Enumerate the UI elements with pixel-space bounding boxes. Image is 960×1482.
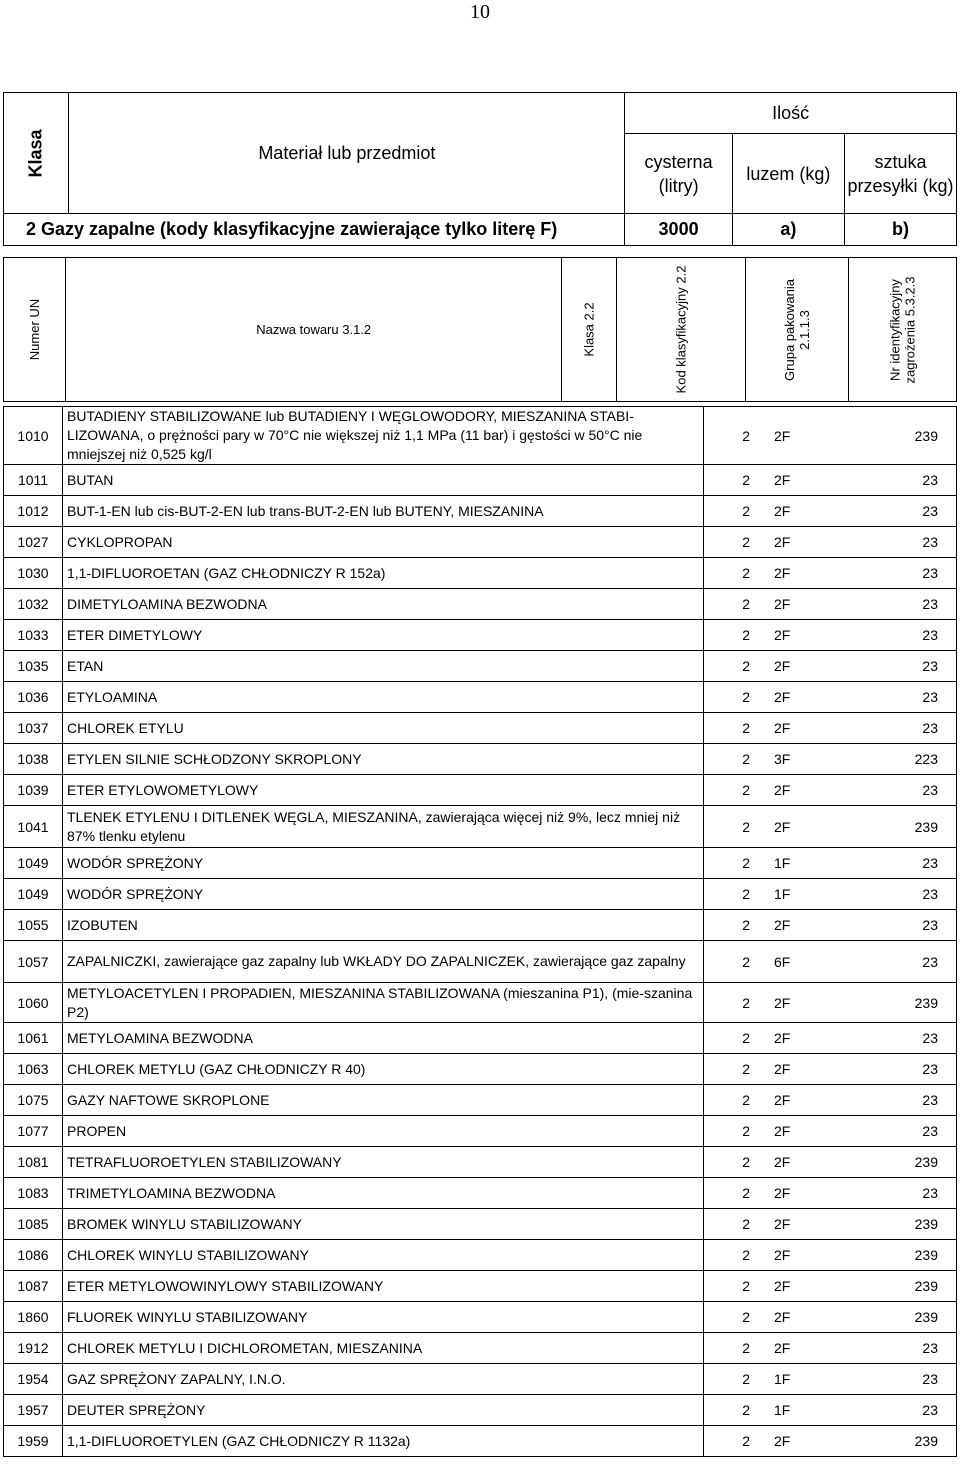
name-cell: TETRAFLUOROETYLEN STABILIZOWANY bbox=[63, 1147, 704, 1178]
class-cell: 2 bbox=[704, 682, 765, 713]
un-cell: 1011 bbox=[4, 465, 63, 496]
un-cell: 1030 bbox=[4, 558, 63, 589]
subheader-klasa bbox=[562, 258, 617, 402]
class-cell: 2 bbox=[704, 744, 765, 775]
table-row bbox=[4, 744, 957, 775]
name-cell: CHLOREK ETYLU bbox=[63, 713, 704, 744]
code-cell: 2F bbox=[764, 1426, 834, 1457]
name-cell: CHLOREK METYLU (GAZ CHŁODNICZY R 40) bbox=[63, 1054, 704, 1085]
table-row bbox=[4, 1271, 957, 1302]
un-cell: 1860 bbox=[4, 1302, 63, 1333]
table-row bbox=[4, 1426, 957, 1457]
class-cell: 2 bbox=[704, 1023, 765, 1054]
table-row bbox=[4, 910, 957, 941]
subheader-nr-line1: Nr identyfikacyjny bbox=[887, 278, 903, 381]
class-cell: 2 bbox=[704, 620, 765, 651]
kemler-cell: 23 bbox=[834, 1023, 957, 1054]
kemler-cell: 239 bbox=[834, 1209, 957, 1240]
un-cell: 1959 bbox=[4, 1426, 63, 1457]
table-row bbox=[4, 558, 957, 589]
table-row bbox=[4, 713, 957, 744]
header-ilosc: Ilość bbox=[625, 93, 957, 134]
code-cell: 2F bbox=[764, 713, 834, 744]
un-cell: 1057 bbox=[4, 941, 63, 983]
class-cell: 2 bbox=[704, 1240, 765, 1271]
kemler-cell: 239 bbox=[834, 1302, 957, 1333]
un-cell: 1957 bbox=[4, 1395, 63, 1426]
table-row bbox=[4, 1147, 957, 1178]
kemler-cell: 23 bbox=[834, 1054, 957, 1085]
un-cell: 1049 bbox=[4, 848, 63, 879]
name-cell: WODÓR SPRĘŻONY bbox=[63, 848, 704, 879]
name-cell: BUTAN bbox=[63, 465, 704, 496]
un-cell: 1027 bbox=[4, 527, 63, 558]
kemler-cell: 23 bbox=[834, 1178, 957, 1209]
un-cell: 1077 bbox=[4, 1116, 63, 1147]
class-cell: 2 bbox=[704, 1085, 765, 1116]
class-cell: 2 bbox=[704, 558, 765, 589]
code-cell: 2F bbox=[764, 682, 834, 713]
subheader-name: Nazwa towaru 3.1.2 bbox=[66, 258, 562, 402]
table-row bbox=[4, 879, 957, 910]
subheader-kod-label: Kod klasyfikacyjny 2.2 bbox=[673, 265, 689, 394]
table-row bbox=[4, 983, 957, 1023]
name-cell: ETER METYLOWOWINYLOWY STABILIZOWANY bbox=[63, 1271, 704, 1302]
code-cell: 2F bbox=[764, 527, 834, 558]
class-cell: 2 bbox=[704, 1147, 765, 1178]
header-sztuka: sztuka przesyłki (kg) bbox=[844, 134, 956, 214]
category-label: 2 Gazy zapalne (kody klasyfikacyjne zawierające tylko literę F) bbox=[4, 214, 625, 246]
table-row bbox=[4, 1240, 957, 1271]
kemler-cell: 23 bbox=[834, 1116, 957, 1147]
kemler-cell: 23 bbox=[834, 775, 957, 806]
un-cell: 1061 bbox=[4, 1023, 63, 1054]
kemler-cell: 239 bbox=[834, 407, 957, 465]
code-cell: 2F bbox=[764, 496, 834, 527]
table-row bbox=[4, 806, 957, 848]
un-cell: 1954 bbox=[4, 1364, 63, 1395]
un-cell: 1063 bbox=[4, 1054, 63, 1085]
un-cell: 1035 bbox=[4, 651, 63, 682]
code-cell: 2F bbox=[764, 1085, 834, 1116]
un-cell: 1036 bbox=[4, 682, 63, 713]
subheader-grupa-line2: 2.1.1.3 bbox=[797, 309, 813, 350]
name-cell: TRIMETYLOAMINA BEZWODNA bbox=[63, 1178, 704, 1209]
class-cell: 2 bbox=[704, 651, 765, 682]
class-cell: 2 bbox=[704, 1178, 765, 1209]
kemler-cell: 23 bbox=[834, 496, 957, 527]
kemler-cell: 239 bbox=[834, 1240, 957, 1271]
kemler-cell: 23 bbox=[834, 589, 957, 620]
code-cell: 1F bbox=[764, 848, 834, 879]
un-cell: 1010 bbox=[4, 407, 63, 465]
code-cell: 6F bbox=[764, 941, 834, 983]
name-cell: ETAN bbox=[63, 651, 704, 682]
name-cell: 1,1-DIFLUOROETYLEN (GAZ CHŁODNICZY R 1132a) bbox=[63, 1426, 704, 1457]
name-cell: CHLOREK WINYLU STABILIZOWANY bbox=[63, 1240, 704, 1271]
code-cell: 2F bbox=[764, 1023, 834, 1054]
kemler-cell: 239 bbox=[834, 983, 957, 1023]
table-row bbox=[4, 589, 957, 620]
category-sztuka: b) bbox=[844, 214, 956, 246]
un-cell: 1055 bbox=[4, 910, 63, 941]
code-cell: 2F bbox=[764, 558, 834, 589]
code-cell: 2F bbox=[764, 407, 834, 465]
class-cell: 2 bbox=[704, 1426, 765, 1457]
table-row bbox=[4, 407, 957, 465]
name-cell: CYKLOPROPAN bbox=[63, 527, 704, 558]
class-cell: 2 bbox=[704, 527, 765, 558]
table-row bbox=[4, 1364, 957, 1395]
subheader-un-label: Numer UN bbox=[27, 298, 43, 361]
table-row bbox=[4, 1302, 957, 1333]
un-cell: 1086 bbox=[4, 1240, 63, 1271]
kemler-cell: 23 bbox=[834, 848, 957, 879]
code-cell: 2F bbox=[764, 1302, 834, 1333]
code-cell: 2F bbox=[764, 775, 834, 806]
kemler-cell: 23 bbox=[834, 1085, 957, 1116]
class-cell: 2 bbox=[704, 1364, 765, 1395]
kemler-cell: 23 bbox=[834, 620, 957, 651]
code-cell: 3F bbox=[764, 744, 834, 775]
name-cell: DIMETYLOAMINA BEZWODNA bbox=[63, 589, 704, 620]
name-cell: ZAPALNICZKI, zawierające gaz zapalny lub WKŁADY DO ZAPALNICZEK, zawierające gaz zapalny bbox=[63, 941, 704, 983]
class-cell: 2 bbox=[704, 465, 765, 496]
name-cell: GAZ SPRĘŻONY ZAPALNY, I.N.O. bbox=[63, 1364, 704, 1395]
code-cell: 2F bbox=[764, 806, 834, 848]
table-row bbox=[4, 1333, 957, 1364]
name-cell: CHLOREK METYLU I DICHLOROMETAN, MIESZANINA bbox=[63, 1333, 704, 1364]
kemler-cell: 239 bbox=[834, 1147, 957, 1178]
subheader-grupa-line1: Grupa pakowania bbox=[782, 278, 798, 381]
kemler-cell: 239 bbox=[834, 1271, 957, 1302]
header-klasa-label: Klasa bbox=[25, 128, 46, 178]
un-cell: 1060 bbox=[4, 983, 63, 1023]
class-cell: 2 bbox=[704, 1333, 765, 1364]
name-cell: PROPEN bbox=[63, 1116, 704, 1147]
class-cell: 2 bbox=[704, 806, 765, 848]
un-cell: 1041 bbox=[4, 806, 63, 848]
class-cell: 2 bbox=[704, 589, 765, 620]
kemler-cell: 239 bbox=[834, 1426, 957, 1457]
table-row bbox=[4, 1395, 957, 1426]
table-row bbox=[4, 620, 957, 651]
kemler-cell: 23 bbox=[834, 1333, 957, 1364]
header-klasa bbox=[4, 93, 69, 214]
kemler-cell: 23 bbox=[834, 651, 957, 682]
un-cell: 1037 bbox=[4, 713, 63, 744]
table-row bbox=[4, 1023, 957, 1054]
name-cell: ETER ETYLOWOMETYLOWY bbox=[63, 775, 704, 806]
table-row bbox=[4, 496, 957, 527]
name-cell: METYLOACETYLEN I PROPADIEN, MIESZANINA STABILIZOWANA (mieszanina P1), (mie-szanina P2) bbox=[63, 983, 704, 1023]
code-cell: 1F bbox=[764, 879, 834, 910]
table-row bbox=[4, 1085, 957, 1116]
name-cell: TLENEK ETYLENU I DITLENEK WĘGLA, MIESZANINA, zawierająca więcej niż 9%, lecz mniej niż 87% tlenku etylenu bbox=[63, 806, 704, 848]
code-cell: 2F bbox=[764, 1271, 834, 1302]
subheader-un bbox=[4, 258, 66, 402]
code-cell: 2F bbox=[764, 620, 834, 651]
header-table bbox=[3, 92, 957, 246]
substance-table bbox=[3, 406, 957, 1457]
name-cell: ETYLOAMINA bbox=[63, 682, 704, 713]
kemler-cell: 223 bbox=[834, 744, 957, 775]
kemler-cell: 23 bbox=[834, 527, 957, 558]
subheader-nr-line2: zagrożenia 5.3.2.3 bbox=[902, 276, 918, 383]
kemler-cell: 239 bbox=[834, 806, 957, 848]
code-cell: 2F bbox=[764, 1178, 834, 1209]
kemler-cell: 23 bbox=[834, 682, 957, 713]
code-cell: 2F bbox=[764, 1333, 834, 1364]
un-cell: 1081 bbox=[4, 1147, 63, 1178]
un-cell: 1085 bbox=[4, 1209, 63, 1240]
name-cell: DEUTER SPRĘŻONY bbox=[63, 1395, 704, 1426]
code-cell: 2F bbox=[764, 589, 834, 620]
page-number: 10 bbox=[470, 1, 490, 23]
code-cell: 1F bbox=[764, 1395, 834, 1426]
class-cell: 2 bbox=[704, 496, 765, 527]
table-row bbox=[4, 848, 957, 879]
name-cell: FLUOREK WINYLU STABILIZOWANY bbox=[63, 1302, 704, 1333]
kemler-cell: 23 bbox=[834, 713, 957, 744]
class-cell: 2 bbox=[704, 941, 765, 983]
kemler-cell: 23 bbox=[834, 910, 957, 941]
table-row bbox=[4, 651, 957, 682]
code-cell: 1F bbox=[764, 1364, 834, 1395]
header-luzem: luzem (kg) bbox=[732, 134, 844, 214]
kemler-cell: 23 bbox=[834, 1364, 957, 1395]
un-cell: 1032 bbox=[4, 589, 63, 620]
name-cell: ETYLEN SILNIE SCHŁODZONY SKROPLONY bbox=[63, 744, 704, 775]
un-cell: 1039 bbox=[4, 775, 63, 806]
table-row bbox=[4, 1054, 957, 1085]
name-cell: BROMEK WINYLU STABILIZOWANY bbox=[63, 1209, 704, 1240]
class-cell: 2 bbox=[704, 879, 765, 910]
subheader-klasa-label: Klasa 2.2 bbox=[581, 302, 597, 357]
table-row bbox=[4, 775, 957, 806]
table-row bbox=[4, 1178, 957, 1209]
class-cell: 2 bbox=[704, 1271, 765, 1302]
header-cysterna: cysterna (litry) bbox=[625, 134, 733, 214]
name-cell: BUT-1-EN lub cis-BUT-2-EN lub trans-BUT-2-EN lub BUTENY, MIESZANINA bbox=[63, 496, 704, 527]
name-cell: BUTADIENY STABILIZOWANE lub BUTADIENY I WĘGLOWODORY, MIESZANINA STABI-LIZOWANA, o prężności pary w 70°C nie większej niż 1,1 MPa (11 bar) i gęstości w 50°C nie mniejszej niż 0,525 kg/l bbox=[63, 407, 704, 465]
class-cell: 2 bbox=[704, 1116, 765, 1147]
header-material: Materiał lub przedmiot bbox=[69, 93, 625, 214]
code-cell: 2F bbox=[764, 1116, 834, 1147]
code-cell: 2F bbox=[764, 1054, 834, 1085]
name-cell: ETER DIMETYLOWY bbox=[63, 620, 704, 651]
name-cell: GAZY NAFTOWE SKROPLONE bbox=[63, 1085, 704, 1116]
class-cell: 2 bbox=[704, 848, 765, 879]
kemler-cell: 23 bbox=[834, 941, 957, 983]
subheader-table bbox=[3, 257, 957, 402]
class-cell: 2 bbox=[704, 983, 765, 1023]
un-cell: 1049 bbox=[4, 879, 63, 910]
name-cell: WODÓR SPRĘŻONY bbox=[63, 879, 704, 910]
un-cell: 1038 bbox=[4, 744, 63, 775]
kemler-cell: 23 bbox=[834, 558, 957, 589]
category-cysterna: 3000 bbox=[625, 214, 733, 246]
code-cell: 2F bbox=[764, 465, 834, 496]
un-cell: 1912 bbox=[4, 1333, 63, 1364]
table-row bbox=[4, 682, 957, 713]
name-cell: METYLOAMINA BEZWODNA bbox=[63, 1023, 704, 1054]
class-cell: 2 bbox=[704, 1395, 765, 1426]
table-row bbox=[4, 941, 957, 983]
table-row bbox=[4, 1116, 957, 1147]
class-cell: 2 bbox=[704, 713, 765, 744]
class-cell: 2 bbox=[704, 1302, 765, 1333]
subheader-kod bbox=[617, 258, 746, 402]
class-cell: 2 bbox=[704, 1209, 765, 1240]
code-cell: 2F bbox=[764, 1209, 834, 1240]
un-cell: 1012 bbox=[4, 496, 63, 527]
code-cell: 2F bbox=[764, 910, 834, 941]
kemler-cell: 23 bbox=[834, 1395, 957, 1426]
table-row bbox=[4, 465, 957, 496]
subheader-grupa bbox=[746, 258, 849, 402]
code-cell: 2F bbox=[764, 983, 834, 1023]
name-cell: 1,1-DIFLUOROETAN (GAZ CHŁODNICZY R 152a) bbox=[63, 558, 704, 589]
name-cell: IZOBUTEN bbox=[63, 910, 704, 941]
kemler-cell: 23 bbox=[834, 465, 957, 496]
code-cell: 2F bbox=[764, 651, 834, 682]
un-cell: 1075 bbox=[4, 1085, 63, 1116]
class-cell: 2 bbox=[704, 1054, 765, 1085]
code-cell: 2F bbox=[764, 1147, 834, 1178]
table-row bbox=[4, 527, 957, 558]
class-cell: 2 bbox=[704, 407, 765, 465]
code-cell: 2F bbox=[764, 1240, 834, 1271]
class-cell: 2 bbox=[704, 775, 765, 806]
un-cell: 1083 bbox=[4, 1178, 63, 1209]
un-cell: 1033 bbox=[4, 620, 63, 651]
un-cell: 1087 bbox=[4, 1271, 63, 1302]
subheader-nr bbox=[849, 258, 957, 402]
table-row bbox=[4, 1209, 957, 1240]
class-cell: 2 bbox=[704, 910, 765, 941]
category-luzem: a) bbox=[732, 214, 844, 246]
kemler-cell: 23 bbox=[834, 879, 957, 910]
